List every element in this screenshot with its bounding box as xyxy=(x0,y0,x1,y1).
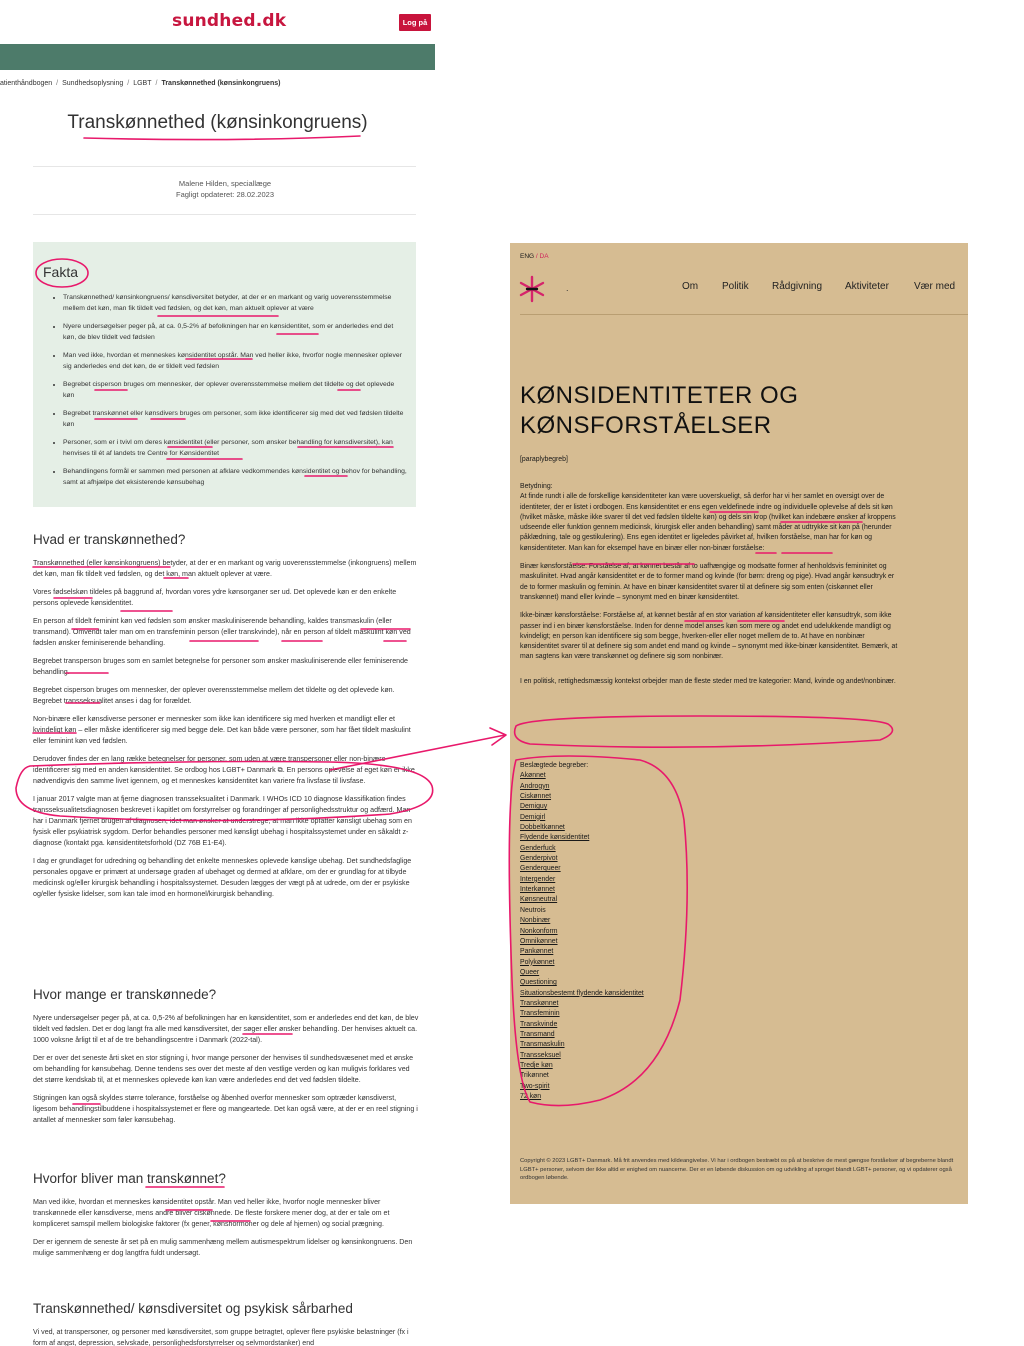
logo-dot: . xyxy=(566,283,569,293)
related-term-link[interactable]: Interkønnet xyxy=(520,886,555,894)
paragraph: Stigningen kan også skyldes større tolerance, forståelse og åbenhed overfor mennesker som optræder kønsdiverst, ligesom behandlingstilbuddene i hospitalssystemet er flere og mangeartede. Det kan også være, at der er en reel stigning i antallet af mennesker som føler kønsubehag. xyxy=(33,1094,418,1124)
annotation-arrow-head xyxy=(490,728,506,745)
section-hvorfor xyxy=(33,1197,419,1266)
lgbt-star-logo-icon[interactable] xyxy=(518,275,546,303)
related-term-link[interactable]: Transseksuel xyxy=(520,1051,561,1059)
section-psykisk xyxy=(33,1327,419,1346)
breadcrumb-item-sundhedsoplysning[interactable]: Sundhedsoplysning xyxy=(62,80,124,87)
page-title xyxy=(520,381,798,441)
page-title-line2: KØNSFORSTÅELSER xyxy=(520,412,772,439)
paragraph: I dag er grundlaget for udredning og behandling det enkelte menneskes oplevede kønslige ubehag. Det sundhedsfaglige personales opgave er primært at undersøge graden af ubehaget og dermed at afklare, om der er grundlag for at tilbyde medicinsk og/eller kirurgisk behandling i hospitalssystemet. Desuden lægges der vægt på at udrede, om der er psykiske og/eller fysiske lidelser, som kan tale imod en hormonel/kirurgisk behandling. xyxy=(33,857,412,898)
related-term-link[interactable]: Genderpivot xyxy=(520,855,558,863)
betydning-label: Betydning: xyxy=(520,483,553,490)
section-title-hvorfor: Hvorfor bliver man transkønnet? xyxy=(33,1171,226,1186)
related-term-link[interactable]: Dobbeltkønnet xyxy=(520,824,565,832)
related-term-link[interactable]: Demiguy xyxy=(520,803,548,811)
definition-body xyxy=(520,482,900,695)
login-button[interactable]: Log på xyxy=(399,14,431,31)
related-terms xyxy=(520,761,644,1102)
related-term-link[interactable]: Intergender xyxy=(520,875,556,883)
nav-aktiviteter[interactable]: Aktiviteter xyxy=(845,281,889,292)
fakta-item: • Nyere undersøgelser peger på, at ca. 0,5-2% af befolkningen har en kønsidentitet, som er anderledes end det køn, de blev tildelt ved fødslen xyxy=(63,321,407,343)
divider xyxy=(33,214,416,215)
related-term-link[interactable]: Kønsneutral xyxy=(520,896,558,904)
nav-politik[interactable]: Politik xyxy=(722,281,749,292)
related-term-link[interactable]: Transfeminin xyxy=(520,1010,560,1018)
related-term-link[interactable]: Flydende kønsidentitet xyxy=(520,834,590,842)
lang-separator: / xyxy=(535,253,538,260)
nav-om[interactable]: Om xyxy=(682,281,699,292)
related-term-link[interactable]: Demigirl xyxy=(520,813,546,821)
related-term-link[interactable]: Androgyn xyxy=(520,782,550,790)
related-term-link[interactable]: Ciskønnet xyxy=(520,793,552,801)
paragraph: Man ved ikke, hvordan et menneskes kønsidentitet opstår. Man ved heller ikke, hvorfor nogle mennesker bliver transkønnede eller kønsdiverse, mens andre bliver ciskønnede. De fleste forskere mener dog, at der er tale om et kompliceret samspil mellem biologiske faktorer (fx gener, kønshormoner og dele af hjernen) og social prægning. xyxy=(33,1198,390,1228)
paragraph: I januar 2017 valgte man at fjerne diagnosen transseksualitet i Danmark. I WHOs ICD 10 diagnose klassifikation findes transseksualitetsdiagnosen beskrevet i kapitlet om forstyrrelser og forandringer af personlighedsstruktur og adfærd. Man har i Danmark fjernet brugen af diagnosen, idet man ønsker at understrege, at man ikke opfatter kønsligt ubehag som en fysisk eller psykiatrisk sygdom. Derfor behandles personer med kønsligt ubehag i hospitalssystemet under en såkaldt z- diagnose (kontakt pga. kønsidentitetsforhold (DZ 76B E1-E4). xyxy=(33,795,412,847)
fakta-item: • Begrebet transkønnet eller kønsdivers bruges om personer, som ikke identificerer sig med det ved fødslen tildelte køn xyxy=(63,408,407,430)
related-term-link[interactable]: Nonbinær xyxy=(520,917,551,925)
nav-vaer-med[interactable]: Vær med xyxy=(914,281,956,292)
paragraph: Begrebet cisperson bruges om mennesker, der oplever overensstemmelse mellem det tildelte og det oplevede køn. Begrebet transseksualitet anses i dag for forældet. xyxy=(33,686,395,705)
sundhed-page xyxy=(0,0,435,1346)
section-title-psykisk: Transkønnethed/ kønsdiversitet og psykisk sårbarhed xyxy=(33,1301,353,1316)
binaer-paragraph: Binær kønsforståelse: Forståelse af, at kønnet består af to uafhængige og modsatte former af henholdsvis femininitet og maskulinitet. Hvad angår kønsidentitet er de to former mand og kvinde (for børn: dreng og pige). Hvad angår kønsudtryk er de to former maskulin og feminin. At have en binær kønsidentitet svarer til at definere sig som enten (ciskønnet eller transkønnet) mand eller kvinde – synonymt med en binær kønsidentitet. xyxy=(520,563,895,601)
paragraph: Non-binære eller kønsdiverse personer er mennesker som ikke kan identificere sig med hverken et mandligt eller et kvindeligt køn – eller måske identificerer sig med begge dele. Det kan både være personer, som har fået tildelt maskulint eller feminint køn ved fødslen. xyxy=(33,715,411,745)
related-term-link[interactable]: 72 køn xyxy=(520,1093,542,1100)
author-info xyxy=(0,178,435,200)
related-label: Beslægtede begreber: xyxy=(520,762,589,769)
related-term-link: Neutrois xyxy=(520,906,546,914)
paragraph: Der er over det seneste årti sket en stor stigning i, hvor mange personer der henvises til sundhedsvæsenet med et ønske om behandling for kønsubehag. Denne tendens ses over det meste af den vestlige verden og kan muligvis forklares ved det større kendskab til, at et menneskes oplevede køn kan være anderledes end det ved fødslen tildelte. xyxy=(33,1054,414,1084)
page-title-line1: KØNSIDENTITETER OG xyxy=(520,382,799,409)
related-term-link[interactable]: Genderqueer xyxy=(520,865,561,873)
paragraph: Begrebet transperson bruges som en samlet betegnelse for personer som ønsker maskuliniserende eller feminiserende behandling. xyxy=(33,657,408,676)
politisk-paragraph: I en politisk, rettighedsmæssig kontekst orbejder man de fleste steder med tre kategorier: Mand, kvinde og andet/nonbinær. xyxy=(520,677,896,685)
breadcrumb-current: Transkønnethed (kønsinkongruens) xyxy=(161,80,281,87)
related-term-link[interactable]: Polykønnet xyxy=(520,958,555,966)
updated-date: Fagligt opdateret: 28.02.2023 xyxy=(176,190,274,199)
fakta-list xyxy=(55,292,407,495)
fakta-item: • Behandlingens formål er sammen med personen at afklare vedkommendes kønsidentitet og behov for behandling, samt at afhjælpe det eksisterende kønsubehag xyxy=(63,466,407,488)
fakta-item: • Personer, som er i tvivl om deres kønsidentitet (eller personer, som ønsker behandling for kønsdiversitet), kan henvises til ét af landets tre Centre for Kønsidentitet xyxy=(63,437,407,459)
lang-da-link[interactable]: DA xyxy=(539,253,549,260)
definition-paragraph xyxy=(520,482,900,554)
language-switch xyxy=(520,253,549,260)
lang-en-link[interactable]: ENG xyxy=(520,253,535,260)
breadcrumb-item-patienthandbogen[interactable]: atienthåndbogen xyxy=(0,80,53,87)
paragraph: Nyere undersøgelser peger på, at ca. 0,5-2% af befolkningen har en kønsidentitet, som er anderledes end det køn, de blev tildelt ved fødslen. Det er dog langt fra alle med kønsdiversitet, der søger eller ønsker behandling. Der henvises aktuelt ca. 1000 voksne årligt til et af de tre behandlingscentre i Danmark (2022-tal). xyxy=(33,1014,419,1044)
author-name: Malene Hilden, speciallæge xyxy=(178,179,272,188)
section-title-hvad: Hvad er transkønnethed? xyxy=(33,532,186,547)
paragraph: Vores fødselskøn tildeles på baggrund af, hvordan vores ydre kønsorganer ser ud. Det oplevede køn er den enkelte persons oplevede kønsidentitet. xyxy=(33,588,397,607)
section-hvor-mange xyxy=(33,1013,419,1133)
paragraph: Derudover findes der en lang række betegnelser for personer, som uden at være transpersoner eller non-binære identificerer sig med en anden kønsidentitet. Se ordbog hos LGBT+ Danmark ⧉. En persons oplevelse af eget køn er ikke nødvendigvis den samme livet igennem, og et menneskes kønsidentitet kan variere fra livsfase til livsfase. xyxy=(33,755,415,785)
header-band xyxy=(0,44,435,70)
related-term-link[interactable]: Omnikønnet xyxy=(520,937,558,945)
related-term-link[interactable]: Questioning xyxy=(520,979,557,987)
related-term-link[interactable]: Transmaskulin xyxy=(520,1041,565,1049)
fakta-box xyxy=(33,242,416,507)
related-term-link[interactable]: Pankønnet xyxy=(520,948,554,956)
paragraph: Vi ved, at transpersoner, og personer med kønsdiversitet, som gruppe betragtet, oplever flere psykiske belastninger (fx i form af angst, depression, selvskade, personlighedsforstyrrelser og selvmordstanker) end xyxy=(33,1328,409,1346)
term-tag: [paraplybegreb] xyxy=(520,456,568,463)
related-term-link[interactable]: Transmand xyxy=(520,1030,555,1038)
related-term-link[interactable]: Situationsbestemt flydende kønsidentitet xyxy=(520,989,644,997)
related-term-link[interactable]: Transkvinde xyxy=(520,1020,558,1028)
nav-divider xyxy=(520,314,968,315)
related-term-link[interactable]: Queer xyxy=(520,968,540,976)
fakta-item: • Begrebet cisperson bruges om mennesker, der oplever overensstemmelse mellem det tildelte og det oplevede køn xyxy=(63,379,407,401)
divider xyxy=(33,166,416,167)
fakta-item: • Man ved ikke, hvordan et menneskes kønsidentitet opstår. Man ved heller ikke, hvorfor nogle mennesker oplever sig anderledes end det køn, de er tildelt ved fødslen xyxy=(63,350,407,372)
paragraph: En person af tildelt feminint køn ved fødslen som ønsker maskuliniserende behandling, kaldes transmaskulin (eller transmand). Omvendt taler man om en transfeminin person (eller transkvinde), når en person af tildelt maskulint køn ved fødslen ønsker feminiserende behandling. xyxy=(33,617,411,647)
nav-raadgivning[interactable]: Rådgivning xyxy=(772,281,823,292)
related-term-link[interactable]: Two-spirit xyxy=(520,1082,550,1090)
related-term-link: Trikønnet xyxy=(520,1072,549,1080)
lgbt-ordbog-page xyxy=(510,243,968,1204)
ikke-binaer-paragraph: Ikke-binær kønsforståelse: Forståelse af, at kønnet består af en stor variation af kønsidentiteter eller kønsudtryk, som ikke passer ind i en binær kønsforståelse. Inden for denne model anses køn som mere og andet end udelukkende mandligt og kvindeligt; en person kan identificere sig som begge, hverken-eller eller noget mellem de to. At have en nonbinær kønsidentitet svarer til at definere sig som andet end mand og kvinde – synonymt med ikke-binær kønsidentitet. Bemærk, at man sagtens kan være transkønnet og definere sig som nonbinær. xyxy=(520,612,898,661)
related-term-link[interactable]: Tredje køn xyxy=(520,1061,553,1069)
breadcrumb: atienthåndbogen / Sundhedsoplysning / LGBT / Transkønnethed (kønsinkongruens) xyxy=(0,80,281,87)
betydning-text: At finde rundt i alle de forskellige kønsidentiteter kan være uoverskueligt, så derfor har vi her samlet en oversigt over de identiteter, der er listet i ordbogen. Ens kønsidentitet er ens egen veldefinede indre og individuelle oplevelse af dels sit køn (hvilket måske, måske ikke svarer til det ved fødslen tildelte køn) og dels sin krop (hvilket kan indebære ønsker af kroppens udseende eller funktion gennem medicinsk, kirurgisk eller anden behandling) samt måder at udtrykke sit køn på (herunder påklædning, tale og gestikulering). Ens egen identitet er ligeledes påvirket af, hvilken forståelse, man har for køn og kønsidentiteter. Man kan for eksempel have en binær eller non-binær forståelse: xyxy=(520,493,896,552)
paragraph: Transkønnethed (eller kønsinkongruens) betyder, at der er en markant og varig uoverensstemmelse (inkongruens) mellem det køn, man fik tildelt ved fødslen, og det køn, man aktuelt oplever at være. xyxy=(33,559,417,578)
page-title: Transkønnethed (kønsinkongruens) xyxy=(67,112,368,133)
section-hvad xyxy=(33,558,419,907)
related-term-link[interactable]: Nonkonform xyxy=(520,927,558,935)
section-title-hvor-mange: Hvor mange er transkønnede? xyxy=(33,987,217,1002)
sundhed-logo[interactable]: sundhed.dk xyxy=(172,11,287,31)
paragraph: Der er igennem de seneste år set på en mulig sammenhæng mellem autismespektrum lidelser og kønsinkongruens. Den mulige sammenhæng er dog langtfra fuldt undersøgt. xyxy=(33,1238,413,1257)
copyright-notice: Copyright © 2023 LGBT+ Danmark. Må frit anvendes med kildeangivelse. Vi har i ordbogen bestræbt os på at beskrive de mest gængse forståelser af begreberne blandt LGBT+ personer, selvom der ikke altid er enighed om nuancerne. Der er en løbende diskussion om og udvikling af sproget blandt LGBT+ personer, og vi opdaterer også ordbogen løbende. xyxy=(520,1158,954,1181)
related-term-link[interactable]: Akønnet xyxy=(520,772,546,780)
breadcrumb-item-lgbt[interactable]: LGBT xyxy=(133,80,152,87)
related-term-link[interactable]: Genderfuck xyxy=(520,844,556,852)
related-term-link[interactable]: Transkønnet xyxy=(520,999,559,1007)
fakta-title: Fakta xyxy=(43,264,79,280)
fakta-item: • Transkønnethed/ kønsinkongruens/ kønsdiversitet betyder, at der er en markant og varig uoverensstemmelse mellem det køn, man fik tildelt ved fødslen, og det køn, man aktuelt oplever at være xyxy=(63,292,407,314)
related-list xyxy=(520,771,644,1102)
